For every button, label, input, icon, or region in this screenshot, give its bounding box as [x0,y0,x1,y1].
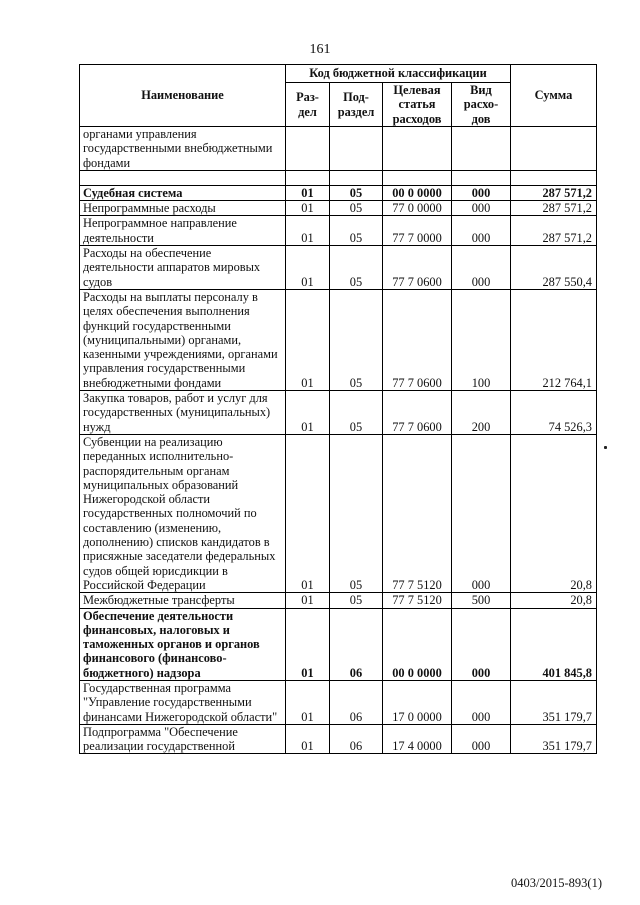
header-summa: Сумма [511,65,597,127]
cell-sum: 20,8 [511,434,597,592]
cell-vid: 000 [452,724,511,754]
table-row [80,680,597,724]
cell-name: Субвенции на реализацию переданных исполнительно-распорядительным органам муниципальных образований Нижегородской области государственных полномочий по составлению (изменению, дополнению) списков кандидатов в присяжные заседатели федеральных судов общей юрисдикции в Российской Федерации [80,434,286,592]
cell-name: Судебная система [80,185,286,200]
cell-podrazdel [330,127,383,171]
cell-razdel: 01 [286,680,330,724]
cell-razdel: 01 [286,724,330,754]
cell-vid: 000 [452,608,511,680]
table-row [80,608,597,680]
cell-razdel: 01 [286,201,330,216]
cell-vid: 000 [452,185,511,200]
cell-name: Подпрограмма "Обеспечение реализации государственной [80,724,286,754]
cell-podrazdel: 05 [330,434,383,592]
cell-podrazdel: 05 [330,246,383,290]
cell-razdel [286,170,330,185]
cell-vid: 000 [452,434,511,592]
table-row [80,246,597,290]
cell-podrazdel: 05 [330,289,383,390]
cell-target: 77 7 0600 [383,391,452,435]
table-body [80,127,597,754]
cell-sum: 287 571,2 [511,216,597,246]
cell-razdel: 01 [286,593,330,608]
cell-razdel: 01 [286,246,330,290]
cell-name: Расходы на выплаты персоналу в целях обеспечения выполнения функций государственными (муниципальными) органами, казенными учреждениями, органами управления государственными внебюджетными фондами [80,289,286,390]
cell-podrazdel: 05 [330,593,383,608]
cell-name: Расходы на обеспечение деятельности аппаратов мировых судов [80,246,286,290]
page-number: 161 [309,42,331,57]
cell-podrazdel: 06 [330,724,383,754]
cell-vid [452,170,511,185]
cell-podrazdel: 05 [330,216,383,246]
cell-sum: 20,8 [511,593,597,608]
scan-mark [604,446,607,449]
table-row [80,593,597,608]
cell-razdel: 01 [286,289,330,390]
cell-podrazdel: 06 [330,680,383,724]
cell-vid: 000 [452,680,511,724]
cell-vid: 000 [452,216,511,246]
cell-target: 77 7 0600 [383,289,452,390]
cell-sum: 287 571,2 [511,185,597,200]
cell-vid: 200 [452,391,511,435]
cell-name: Непрограммное направление деятельности [80,216,286,246]
cell-podrazdel: 05 [330,201,383,216]
cell-vid: 100 [452,289,511,390]
header-podrazdel: Под- раздел [330,83,383,127]
cell-name: Непрограммные расходы [80,201,286,216]
cell-target [383,170,452,185]
cell-razdel: 01 [286,185,330,200]
cell-razdel: 01 [286,216,330,246]
table-row [80,201,597,216]
cell-sum: 74 526,3 [511,391,597,435]
cell-name: Государственная программа "Управление государственными финансами Нижегородской области" [80,680,286,724]
cell-target [383,127,452,171]
cell-name [80,170,286,185]
header-target: Целевая статья расходов [383,83,452,127]
cell-podrazdel: 05 [330,185,383,200]
cell-vid [452,127,511,171]
cell-vid: 500 [452,593,511,608]
table-row [80,127,597,171]
cell-vid: 000 [452,246,511,290]
cell-target: 77 7 5120 [383,593,452,608]
cell-razdel: 01 [286,434,330,592]
cell-name: органами управления государственными внебюджетными фондами [80,127,286,171]
cell-sum: 287 550,4 [511,246,597,290]
cell-vid: 000 [452,201,511,216]
cell-sum [511,127,597,171]
cell-sum: 351 179,7 [511,680,597,724]
table-row [80,391,597,435]
document-code: 0403/2015-893(1) [511,876,602,890]
cell-name: Межбюджетные трансферты [80,593,286,608]
table-row [80,724,597,754]
table-row [80,170,597,185]
cell-target: 77 7 5120 [383,434,452,592]
cell-razdel: 01 [286,608,330,680]
budget-classification-table [79,64,597,754]
header-vid: Вид расхо- дов [452,83,511,127]
cell-name: Обеспечение деятельности финансовых, налоговых и таможенных органов и органов финансового (финансово-бюджетного) надзора [80,608,286,680]
cell-sum: 351 179,7 [511,724,597,754]
cell-target: 00 0 0000 [383,608,452,680]
header-code-group: Код бюджетной классификации [286,65,511,83]
cell-sum [511,170,597,185]
cell-target: 77 7 0000 [383,216,452,246]
table-row [80,185,597,200]
cell-razdel: 01 [286,391,330,435]
cell-sum: 401 845,8 [511,608,597,680]
cell-target: 77 7 0600 [383,246,452,290]
cell-podrazdel: 06 [330,608,383,680]
table-row [80,216,597,246]
cell-sum: 287 571,2 [511,201,597,216]
cell-podrazdel [330,170,383,185]
cell-target: 17 0 0000 [383,680,452,724]
cell-name: Закупка товаров, работ и услуг для государственных (муниципальных) нужд [80,391,286,435]
table-row [80,289,597,390]
table-row [80,434,597,592]
cell-podrazdel: 05 [330,391,383,435]
header-name: Наименование [80,65,286,127]
cell-target: 17 4 0000 [383,724,452,754]
cell-razdel [286,127,330,171]
header-razdel: Раз- дел [286,83,330,127]
cell-target: 77 0 0000 [383,201,452,216]
cell-sum: 212 764,1 [511,289,597,390]
cell-target: 00 0 0000 [383,185,452,200]
